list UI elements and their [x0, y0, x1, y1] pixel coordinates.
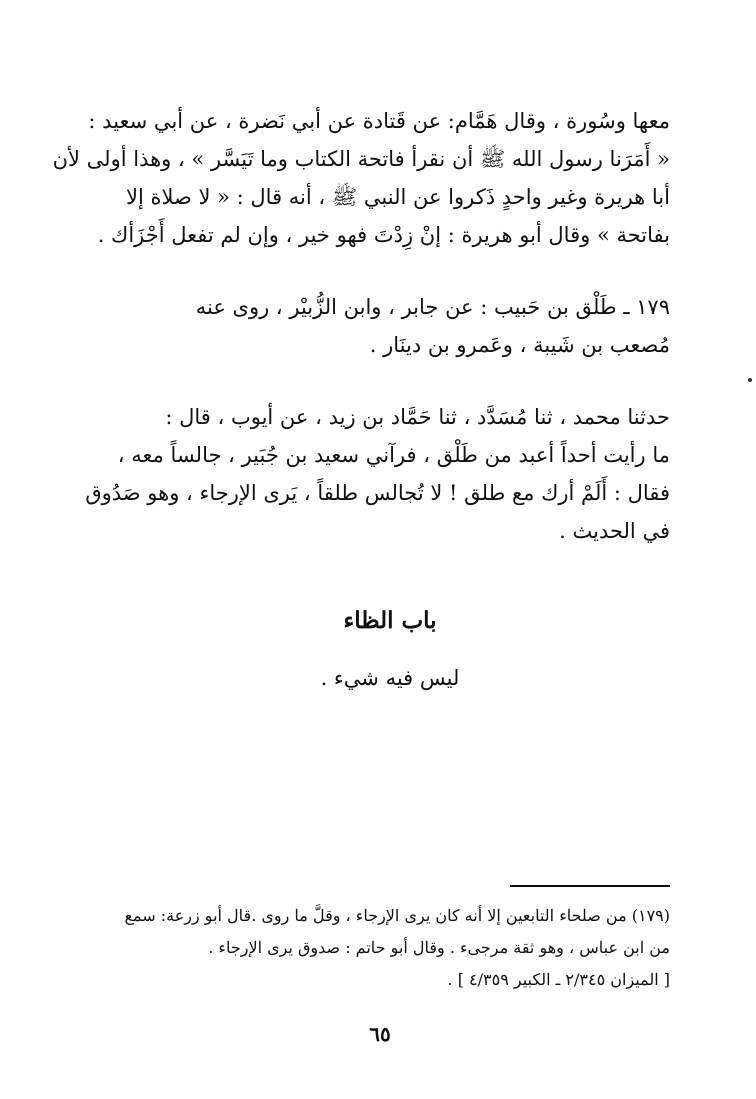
text-line: مُصعب بن شَيبة ، وعَمرو بن دينَار .	[369, 333, 670, 357]
footnote-line: [ الميزان ٢/٣٤٥ ـ الكبير ٤/٣٥٩ ] .	[447, 970, 670, 989]
text-line: بفاتحة » وقال أبو هريرة : إنْ زِدْتَ فهو خير ، وإن لم تفعل أَجْزَأك .	[97, 223, 670, 247]
margin-mark	[748, 378, 752, 382]
chapter-subheading: ليس فيه شيء .	[320, 666, 460, 690]
paragraph-narration	[85, 398, 670, 550]
footnote-line: (١٧٩) من صلحاء التابعين إلا أنه كان يرى الإرجاء ، وقلَّ ما روى .قال أبو زرعة: سمع	[124, 906, 670, 925]
footnote	[110, 900, 670, 996]
text-line: ١٧٩ ـ طَلْق بن حَبيب : عن جابر ، وابن الزُّبيْر ، روى عنه	[195, 295, 670, 319]
entry-179-talq-ibn-habib	[110, 288, 670, 364]
text-line: « أَمَرَنا رسول الله ﷺ أن نقرأ فاتحة الكتاب وما تَيَسَّر » ، وهذا أولى لأن	[52, 147, 670, 171]
footnote-line: من ابن عباس ، وهو ثقة مرجىء . وقال أبو حاتم : صدوق يرى الإرجاء .	[208, 938, 670, 957]
text-line: ما رأيت أحداً أعبد من طَلْق ، فرآني سعيد بن جُبَير ، جالساً معه ،	[117, 443, 670, 467]
text-line: في الحديث .	[559, 519, 670, 543]
text-line: أبا هريرة وغير واحدٍ ذَكروا عن النبي ﷺ ، أنه قال : « لا صلاة إلا	[125, 185, 670, 209]
footnote-divider	[510, 885, 670, 887]
text-line: فقال : أَلَمْ أرك مع طلق ! لا تُجالس طلقاً ، يَرى الإرجاء ، وهو صَدُوق	[85, 481, 670, 505]
chapter-heading: باب الظاء	[343, 607, 437, 634]
page-number: ٦٥	[369, 1022, 391, 1046]
text-line: حدثنا محمد ، ثنا مُسَدَّد ، ثنا حَمَّاد بن زيد ، عن أيوب ، قال :	[165, 405, 670, 429]
paragraph-hadith-fatiha	[52, 102, 670, 254]
text-line: معها وسُورة ، وقال هَمَّام: عن قَتادة عن أبي نَضرة ، عن أبي سعيد :	[88, 109, 670, 133]
